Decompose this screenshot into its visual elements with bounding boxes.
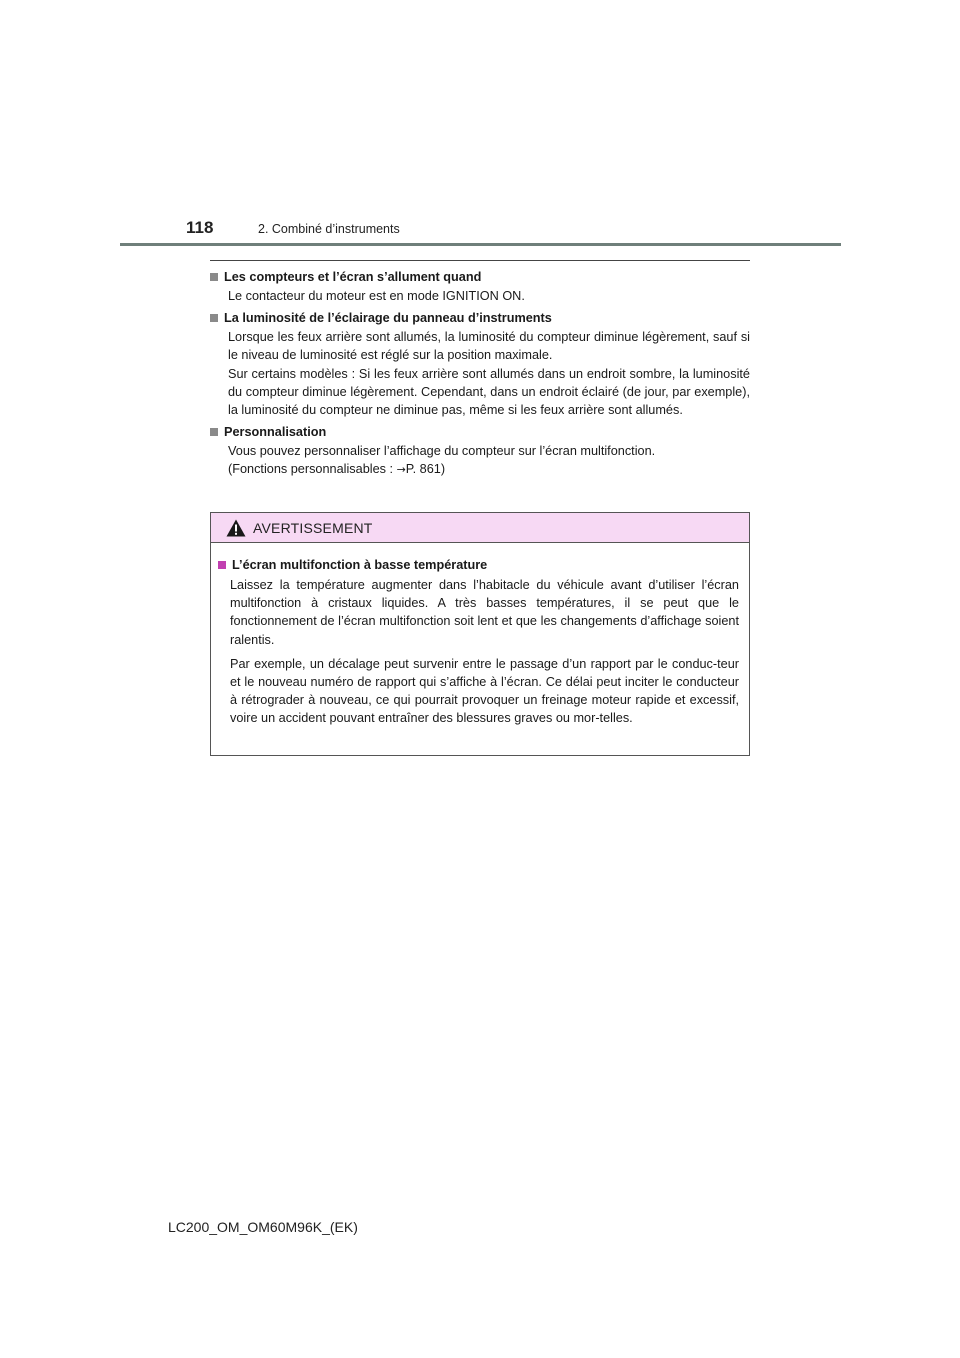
paragraph: Vous pouvez personnaliser l’affichage du compteur sur l’écran multifonction. (228, 444, 656, 459)
paragraph: Le contacteur du moteur est en mode IGNITION ON. (228, 289, 525, 303)
section-personnalisation (210, 423, 750, 479)
warning-header (211, 513, 749, 543)
main-content (210, 268, 750, 484)
paragraph: Par exemple, un décalage peut survenir entre le passage d’un rapport par le conduc-teur et le nouveau numéro de rapport qui s’affiche à l’écran. Ce délai peut inciter le conducteur à rétrograder à nouveau, ce qui pourrait provoquer un freinage moteur rapide et excessif, voire un accident pouvant entraîner des blessures graves ou mor-telles. (230, 656, 739, 726)
section-compteurs (210, 268, 750, 305)
square-bullet-icon (218, 561, 226, 569)
warning-triangle-icon (226, 519, 246, 537)
warning-body (211, 543, 749, 728)
page-reference[interactable]: (Fonctions personnalisables : →P. 861) (228, 462, 446, 477)
page-number: 118 (186, 218, 214, 237)
section-title: Personnalisation (224, 425, 327, 440)
square-bullet-icon (210, 314, 218, 322)
square-bullet-icon (210, 273, 218, 281)
warning-heading: L’écran multifonction à basse température (232, 558, 488, 572)
section-title: La luminosité de l’éclairage du panneau d’instruments (224, 311, 552, 326)
header-rule (120, 243, 841, 246)
chapter-title: 2. Combiné d’instruments (258, 222, 400, 236)
document-code: LC200_OM_OM60M96K_(EK) (168, 1219, 358, 1235)
square-bullet-icon (210, 428, 218, 436)
section-luminosite (210, 309, 750, 419)
warning-box (210, 512, 750, 756)
paragraph: Sur certains modèles : Si les feux arrière sont allumés dans un endroit sombre, la luminosité du compteur diminue légèrement. Cependant, dans un endroit éclairé (de jour, par exemple), la luminosité du compteur ne diminue pas, même si les feux arrière sont allumés. (228, 366, 750, 418)
warning-title: AVERTISSEMENT (253, 519, 373, 536)
paragraph: Lorsque les feux arrière sont allumés, la luminosité du compteur diminue légèrement, sauf si le niveau de luminosité est réglé sur la position maximale. (228, 330, 750, 363)
arrow-right-icon: → (396, 463, 406, 477)
paragraph: Laissez la température augmenter dans l’habitacle du véhicule avant d’utiliser l’écran multifonction à cristaux liquides. A très basses températures, il se peut que le fonctionnement de l’écran multifonction soit lent et que les changements d’affichage soient ralentis. (230, 578, 739, 647)
section-title: Les compteurs et l’écran s’allument quand (224, 270, 482, 284)
section-top-rule (210, 260, 750, 261)
